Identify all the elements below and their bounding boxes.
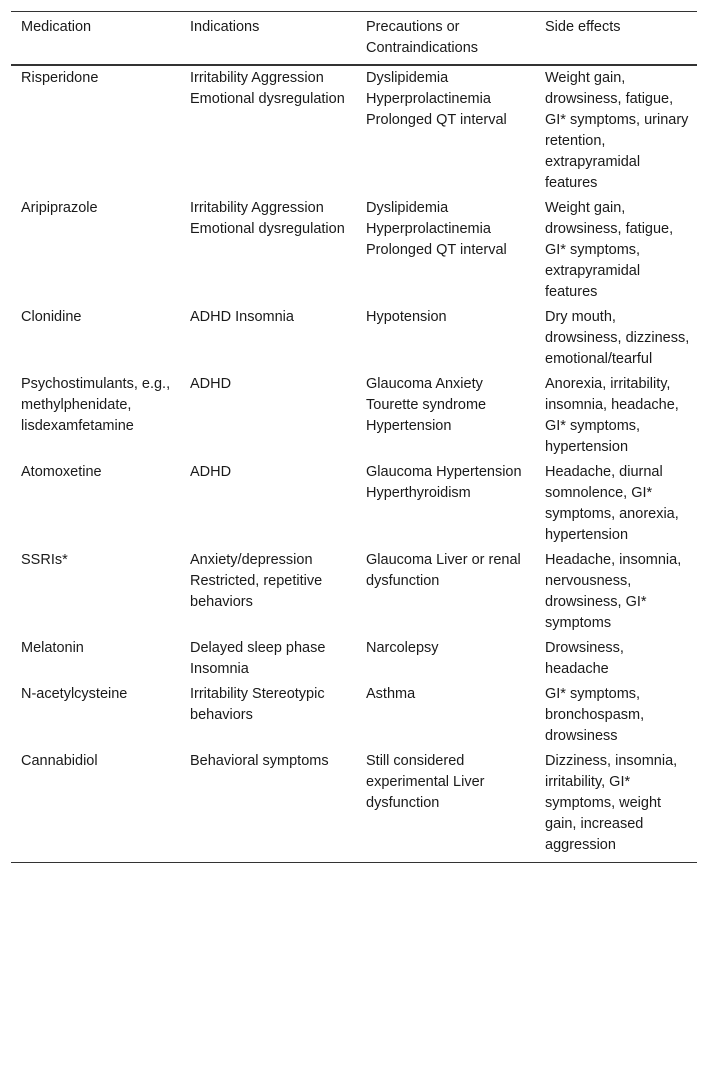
cell-side-effects: Weight gain, drowsiness, fatigue, GI* symptoms, extrapyramidal features: [545, 200, 674, 300]
header-precautions: Precautions or Contraindications: [366, 19, 479, 56]
cell-precautions: Dyslipidemia Hyperprolactinemia Prolonged QT interval: [366, 200, 507, 258]
cell-precautions: Hypotension: [366, 309, 447, 325]
cell-medication: Psychostimulants, e.g., methylphenidate, lisdexamfetamine: [21, 376, 171, 434]
table-row: [11, 682, 697, 749]
medication-table-container: [11, 11, 697, 863]
cell-precautions: Dyslipidemia Hyperprolactinemia Prolonged QT interval: [366, 70, 507, 128]
cell-medication: SSRIs*: [21, 552, 68, 568]
cell-side-effects: GI* symptoms, bronchospasm, drowsiness: [545, 686, 645, 744]
cell-indications: ADHD: [190, 376, 232, 392]
table-row: [11, 548, 697, 636]
cell-indications: Delayed sleep phase Insomnia: [190, 640, 326, 677]
table-body: [11, 65, 697, 863]
cell-precautions: Still considered experimental Liver dysfunction: [366, 753, 485, 811]
cell-medication: Clonidine: [21, 309, 82, 325]
cell-medication: Cannabidiol: [21, 753, 98, 769]
header-row: [11, 12, 697, 66]
cell-precautions: Glaucoma Hypertension Hyperthyroidism: [366, 464, 522, 501]
cell-indications: ADHD Insomnia: [190, 309, 294, 325]
cell-indications: Anxiety/depression Restricted, repetitive behaviors: [190, 552, 323, 610]
cell-side-effects: Headache, diurnal somnolence, GI* symptoms, anorexia, hypertension: [545, 464, 679, 543]
table-row: [11, 372, 697, 460]
cell-medication: Atomoxetine: [21, 464, 102, 480]
header-medication: Medication: [21, 19, 92, 35]
cell-precautions: Glaucoma Liver or renal dysfunction: [366, 552, 521, 589]
cell-indications: Irritability Aggression Emotional dysregulation: [190, 200, 345, 237]
cell-side-effects: Weight gain, drowsiness, fatigue, GI* symptoms, urinary retention, extrapyramidal features: [545, 70, 689, 191]
header-indications: Indications: [190, 19, 260, 35]
cell-medication: Melatonin: [21, 640, 84, 656]
cell-precautions: Asthma: [366, 686, 416, 702]
table-row: [11, 749, 697, 863]
cell-side-effects: Dizziness, insomnia, irritability, GI* symptoms, weight gain, increased aggression: [545, 753, 678, 853]
cell-indications: Irritability Aggression Emotional dysregulation: [190, 70, 345, 107]
cell-side-effects: Anorexia, irritability, insomnia, headache, GI* symptoms, hypertension: [545, 376, 679, 455]
cell-side-effects: Drowsiness, headache: [545, 640, 624, 677]
medication-table: [11, 11, 697, 863]
table-header: [11, 12, 697, 66]
table-row: [11, 460, 697, 548]
cell-medication: Risperidone: [21, 70, 99, 86]
cell-precautions: Narcolepsy: [366, 640, 439, 656]
cell-indications: ADHD: [190, 464, 232, 480]
table-row: [11, 196, 697, 305]
cell-medication: N-acetylcysteine: [21, 686, 128, 702]
table-row: [11, 636, 697, 682]
cell-side-effects: Headache, insomnia, nervousness, drowsiness, GI* symptoms: [545, 552, 682, 631]
table-row: [11, 305, 697, 372]
cell-indications: Behavioral symptoms: [190, 753, 329, 769]
header-side-effects: Side effects: [545, 19, 621, 35]
table-row: [11, 65, 697, 196]
cell-indications: Irritability Stereotypic behaviors: [190, 686, 325, 723]
cell-side-effects: Dry mouth, drowsiness, dizziness, emotional/tearful: [545, 309, 690, 367]
cell-medication: Aripiprazole: [21, 200, 98, 216]
cell-precautions: Glaucoma Anxiety Tourette syndrome Hypertension: [366, 376, 487, 434]
